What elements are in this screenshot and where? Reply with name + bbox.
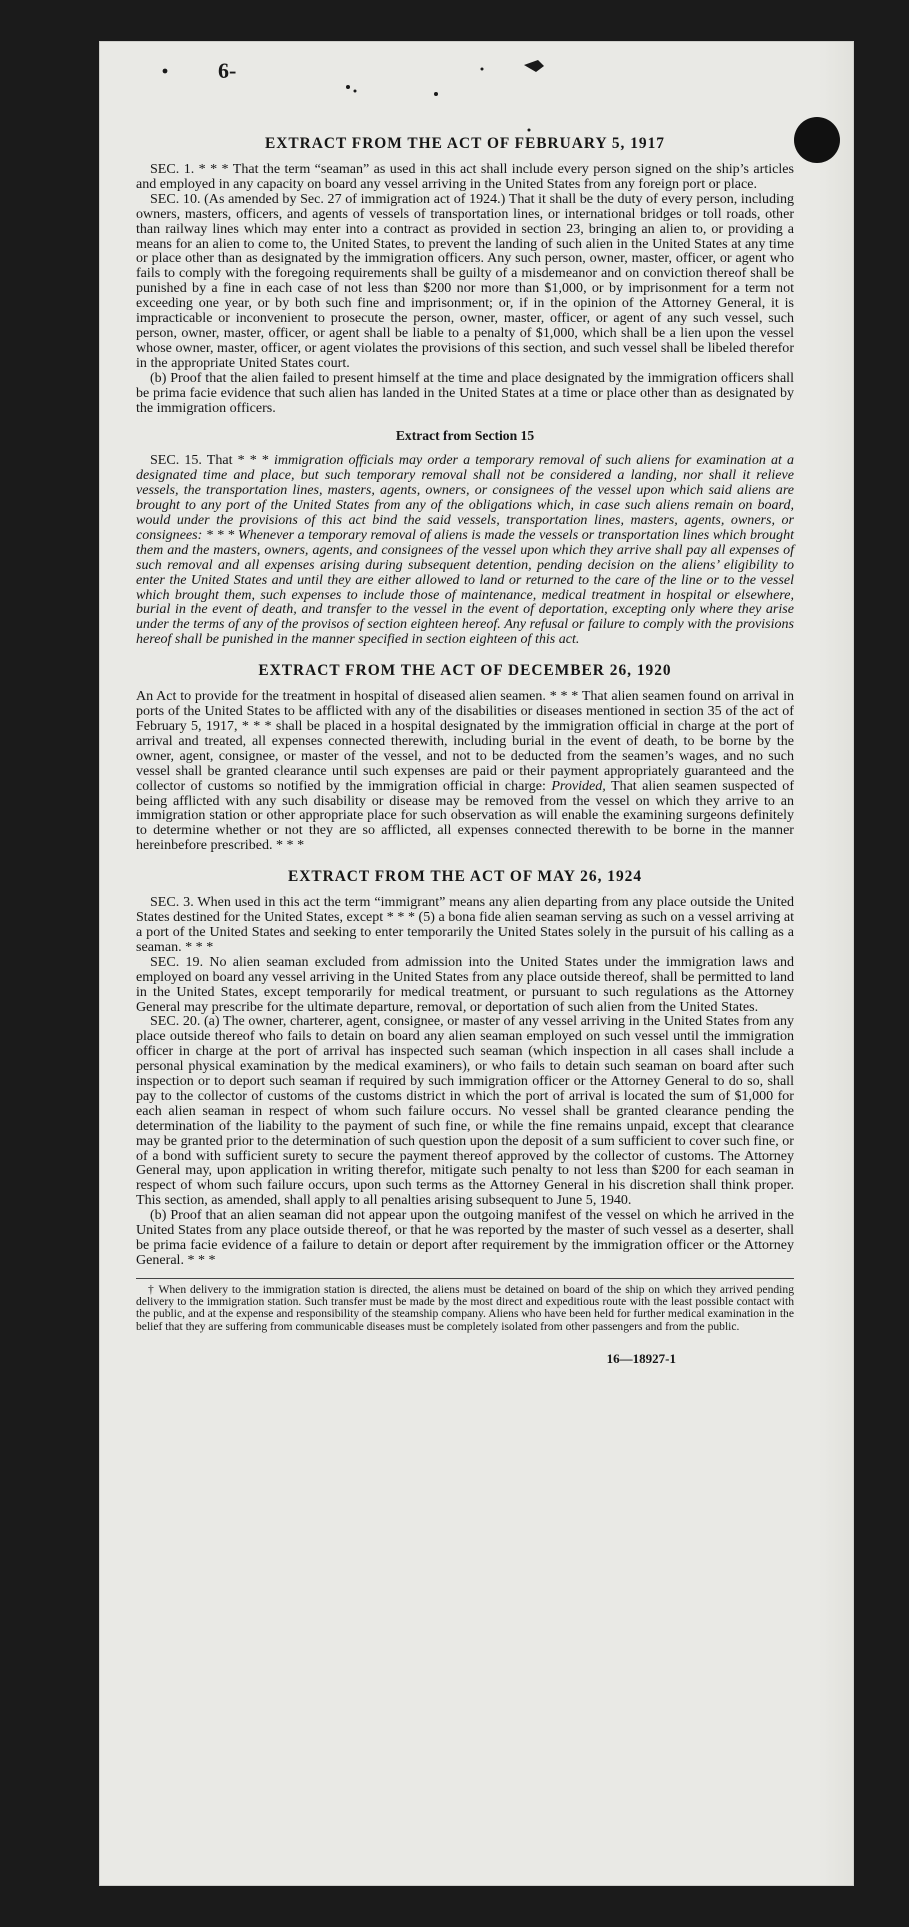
sec-20-a-paragraph: SEC. 20. (a) The owner, charterer, agent, consignee, or master of any vessel arriving in the United States from any place outside thereof who fails to detain on board any alien seaman employed on such vessel until the immigration officer in charge at the port of arrival has inspected such seaman (which inspection in all cases shall include a personal physical examination by the medical examiners), or who fails to detain such seaman on board after such inspection or to deport such seaman if required by such immigration officer or the Attorney General to do so, shall pay to the collector of customs of the customs district in which the port of arrival is located the sum of $1,000 for each alien seaman in respect of whom such failure occurs. No vessel shall be granted clearance pending the determination of the liability to the payment of such fine, or while the fine remains unpaid, except that clearance may be granted prior to the determination of such question upon the deposit of a sum sufficient to cover such fine, or of a bond with sufficient surety to secure the payment thereof approved by the collector of customs. The Attorney General may, upon application in writing therefor, mitigate such penalty to not less than $200 for each seaman in respect of whom such failure occurs, upon such terms as the Attorney General in his discretion shall think proper. This section, as amended, shall apply to all penalties arising subsequent to June 5, 1940. — [136, 1013, 794, 1209]
heading-act-dec-1920: EXTRACT FROM THE ACT OF DECEMBER 26, 1920 — [258, 662, 672, 680]
proviso-word: Provided, — [551, 777, 606, 794]
document-page — [100, 42, 853, 1885]
page-number-mark: 6- — [218, 58, 237, 83]
sec-15-paragraph — [136, 453, 794, 647]
sec-1-paragraph: SEC. 1. * * * That the term “seaman” as used in this act shall include every person signed on the ship’s articles and employed in any capacity on board any vessel arriving in the United States from any foreign port or place. — [136, 161, 794, 192]
punch-hole — [794, 117, 840, 163]
sec-10-b-paragraph: (b) Proof that the alien failed to present himself at the time and place designated by the immigration officers shall be prima facie evidence that such alien has landed in the United States at a time or place other than as designated by the immigration officers. — [136, 369, 794, 416]
document-body — [136, 134, 794, 1367]
heading-section-15: Extract from Section 15 — [395, 428, 535, 444]
footnote: † When delivery to the immigration station is directed, the aliens must be detained on board of the ship on which they arrived pending delivery to the immigration station. Such transfer must be made by the most direct and expeditious route with the least possible contact with the public, and at the expense and responsibility of the steamship company. Aliens who have been held for further medical examination in the belief that they are suffering from communicable diseases must be completely isolated from other passengers and from the public. — [136, 1282, 794, 1333]
form-number: 16—18927-1 — [606, 1351, 676, 1366]
sec-15-body: immigration officials may order a temporary removal of such aliens for examination at a designated time and place, but such temporary removal shall not be considered a landing, nor shall it relieve vessels, the transportation lines, masters, agents, owners, or consignees of the vessel upon which said aliens are brought to any port of the United States from any of the obligations which, in case such aliens remain on board, would under the provisions of this act bind the said vessels, transportation lines, masters, agents, owners, or consignees: * * * Whenever a temporary removal of aliens is made the vessels or transportation lines which brought them and the masters, owners, agents, and consignees of the vessel upon which they arrive shall pay all expenses of such removal and all expenses arising during subsequent detention, pending decision on the aliens’ eligibility to enter the United States and until they are either allowed to land or returned to the care of the line or to the vessel which brought them, such expenses to include those of maintenance, medical treatment in hospital or elsewhere, burial in the event of death, and transfer to the vessel in the event of deportation, excepting only where they arise under the terms of any of the provisos of section eighteen hereof. Any refusal or failure to comply with the provisions hereof shall be punished in the manner specified in section eighteen of this act. — [136, 452, 794, 648]
sec-10-paragraph: SEC. 10. (As amended by Sec. 27 of immigration act of 1924.) That it shall be the duty of every person, including owners, masters, officers, and agents of vessels of transportation lines, or international bridges or toll roads, other than railway lines which may enter into a contract as provided in section 23, bringing an alien to, or providing a means for an alien to come to, the United States, to prevent the landing of such alien in the United States at any time or place other than as designated by the immigration officers. Any such person, owner, master, officer, or agent who fails to comply with the foregoing requirements shall be guilty of a misdemeanor and on conviction thereof shall be punished by a fine in each case of not less than $200 nor more than $1,000, or by imprisonment for a term not exceeding one year, or by both such fine and imprisonment; or, if in the opinion of the Attorney General, it is impracticable or inconvenient to prosecute the person, owner, master, officer, or agent of any such vessel, such person, owner, master, officer, or agent shall be liable to a penalty of $1,000, which shall be a lien upon the vessel whose owner, master, officer, or agent violates the provisions of this section, and such vessel shall be libeled therefor in the appropriate United States court. — [136, 190, 794, 371]
act-dec-1920-paragraph — [136, 689, 794, 853]
sec-3-paragraph: SEC. 3. When used in this act the term “immigrant” means any alien departing from any place outside the United States destined for the United States, except * * * (5) a bona fide alien seaman serving as such on a vessel arriving at a port of the United States and seeking to enter temporarily the United States solely in the pursuit of his calling as a seaman. * * * — [136, 894, 794, 955]
sec-19-paragraph: SEC. 19. No alien seaman excluded from admission into the United States under the immigration laws and employed on board any vessel arriving in the United States from any place outside thereof, shall be permitted to land in the United States, except temporarily for medical treatment, or pursuant to such regulations as the Attorney General may prescribe for the ultimate departure, removal, or deportation of such alien from the United States. — [136, 953, 794, 1015]
page-edge-shadow — [819, 42, 853, 1885]
heading-act-feb-1917: EXTRACT FROM THE ACT OF FEBRUARY 5, 1917 — [264, 135, 666, 152]
act-dec-1920-text: An Act to provide for the treatment in hospital of diseased alien seamen. * * * That alien seamen found on arrival in ports of the United States to be afflicted with any of the disabilities or diseases mentioned in section 35 of the act of February 5, 1917, * * * shall be placed in a hospital designated by the immigration official in charge at the port of arrival and treated, all expenses connected therewith, including burial in the event of death, to be borne by the owner, agent, consignee, or master of the vessel, and not to be deducted from the seamen’s wages, and no such vessel shall be granted clearance until such expenses are paid or their payment appropriately guaranteed and the collector of customs so notified by the immigration official in charge: — [136, 688, 794, 794]
sec-20-b-paragraph: (b) Proof that an alien seaman did not appear upon the outgoing manifest of the vessel on which he arrived in the United States from any place outside thereof, or that he was reported by the master of such vessel as a deserter, shall be prima facie evidence of a failure to detain or deport after requirement by the immigration officer or the Attorney General. * * * — [136, 1207, 794, 1268]
act-dec-1920-text-end: That alien seamen suspected of being afflicted with any such disability or disease may be removed from the vessel on which they arrive to an immigration station or other appropriate place for such observation as will enable the examining surgeons definitely to determine whether or not they are so afflicted, all expenses connected therewith to be borne in the manner hereinbefore prescribed. * * * — [136, 777, 795, 854]
heading-act-may-1924: EXTRACT FROM THE ACT OF MAY 26, 1924 — [287, 868, 643, 886]
sec-15-lead: SEC. 15. That * * * — [150, 452, 274, 469]
